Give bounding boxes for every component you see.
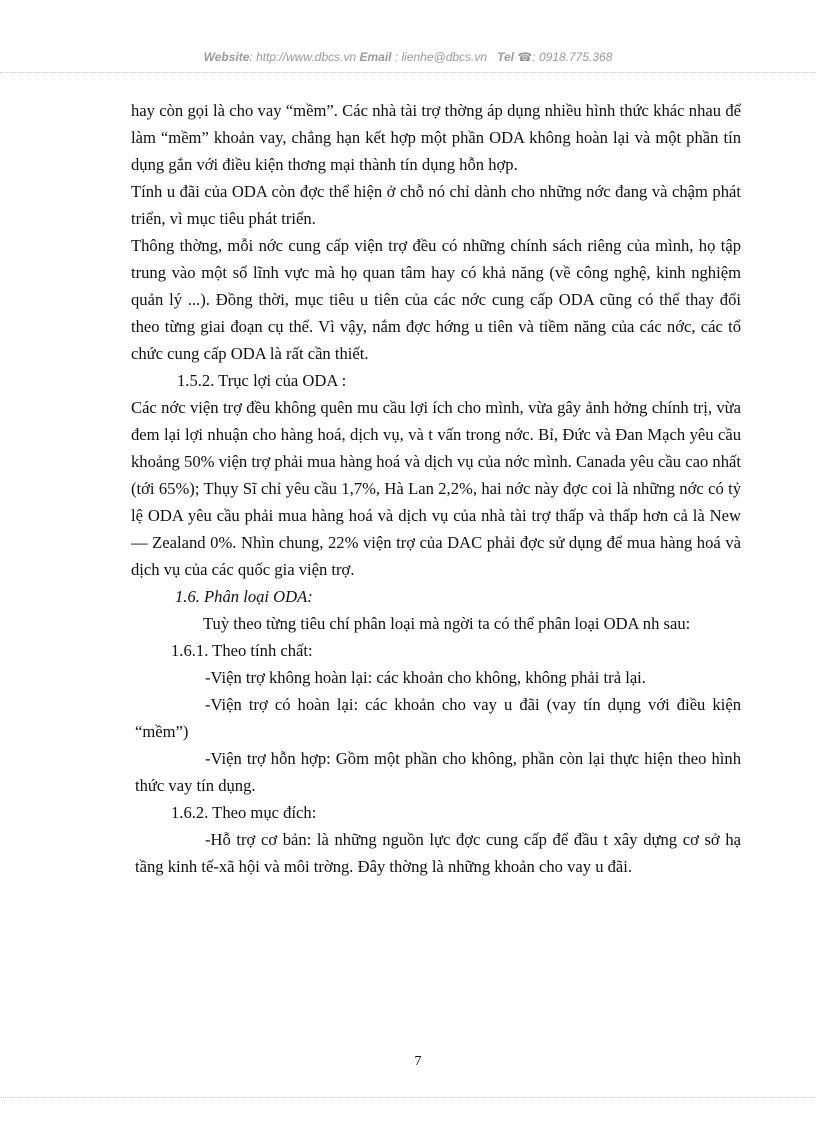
website-url[interactable]: http://www.dbcs.vn xyxy=(256,50,357,64)
section-heading-1-6-2: 1.6.2. Theo mục đích: xyxy=(171,803,317,822)
phone-icon: ☎ xyxy=(517,50,533,64)
section-heading-1-6: 1.6. Phân loại ODA: xyxy=(175,587,313,606)
document-body xyxy=(131,97,741,880)
section-heading-1-5-2: 1.5.2. Trục lợi của ODA : xyxy=(177,371,347,390)
email-separator: : xyxy=(391,50,402,64)
paragraph: hay còn gọi là cho vay “mềm”. Các nhà tài trợ thờng áp dụng nhiều hình thức khác nhau để làm “mềm” khoản vay, chẳng hạn kết hợp một phần ODA không hoàn lại và một phần tín dụng gắn với điều kiện thơng mại thành tín dụng hỗn hợp. xyxy=(131,101,741,174)
website-separator: : xyxy=(249,50,257,64)
paragraph: Tính u đãi của ODA còn đợc thể hiện ở chỗ nó chỉ dành cho những nớc đang và chậm phát triển, vì mục tiêu phát triển. xyxy=(131,182,741,228)
list-item: -Hỗ trợ cơ bản: là những nguồn lực đợc cung cấp để đầu t xây dựng cơ sở hạ tầng kinh tế-xã hội và môi trờng. Đây thờng là những khoản cho vay u đãi. xyxy=(135,830,741,876)
page-number: 7 xyxy=(414,1054,422,1069)
paragraph: Các nớc viện trợ đều không quên mu cầu lợi ích cho mình, vừa gây ảnh hởng chính trị, vừa đem lại lợi nhuận cho hàng hoá, dịch vụ, và t vấn trong nớc. Bỉ, Đức và Đan Mạch yêu cầu khoảng 50% viện trợ phải mua hàng hoá và dịch vụ của nớc mình. Canada yêu cầu cao nhất (tới 65%); Thụy Sĩ chỉ yêu cầu 1,7%, Hà Lan 2,2%, hai nớc này đợc coi là những nớc có tỷ lệ ODA yêu cầu phải mua hàng hoá và dịch vụ của nhà tài trợ thấp và thấp hơn cả là New — Zealand 0%. Nhìn chung, 22% viện trợ của DAC phải đợc sử dụng để mua hàng hoá và dịch vụ của các quốc gia viện trợ. xyxy=(131,398,741,579)
section-heading-1-6-1: 1.6.1. Theo tính chất: xyxy=(171,641,313,660)
phone-number: : 0918.775.368 xyxy=(532,50,613,64)
email-address[interactable]: lienhe@dbcs.vn xyxy=(401,50,488,64)
list-item: -Viện trợ có hoàn lại: các khoản cho vay u đãi (vay tín dụng với điều kiện “mềm”) xyxy=(135,695,741,741)
list-item: -Viện trợ không hoàn lại: các khoản cho không, không phải trả lại. xyxy=(205,668,646,687)
page-header xyxy=(0,50,816,64)
paragraph: Thông thờng, mỗi nớc cung cấp viện trợ đều có những chính sách riêng của mình, họ tập trung vào một số lĩnh vực mà họ quan tâm hay có khả năng (về công nghệ, kinh nghiệm quản lý ...). Đồng thời, mục tiêu u tiên của các nớc cung cấp ODA cũng có thể thay đổi theo từng giai đoạn cụ thể. Vì vậy, nắm đợc hớng u tiên và tiềm năng của các nớc, các tổ chức cung cấp ODA là rất cần thiết. xyxy=(131,236,741,363)
list-item: -Viện trợ hỗn hợp: Gồm một phần cho không, phần còn lại thực hiện theo hình thức vay tín dụng. xyxy=(135,749,741,795)
footer-divider xyxy=(0,1097,816,1098)
website-label: Website xyxy=(203,50,250,64)
paragraph: Tuỳ theo từng tiêu chí phân loại mà ngời ta có thể phân loại ODA nh sau: xyxy=(203,614,691,633)
tel-label: Tel xyxy=(497,50,514,64)
header-divider xyxy=(0,72,816,73)
email-label: Email xyxy=(359,50,392,64)
